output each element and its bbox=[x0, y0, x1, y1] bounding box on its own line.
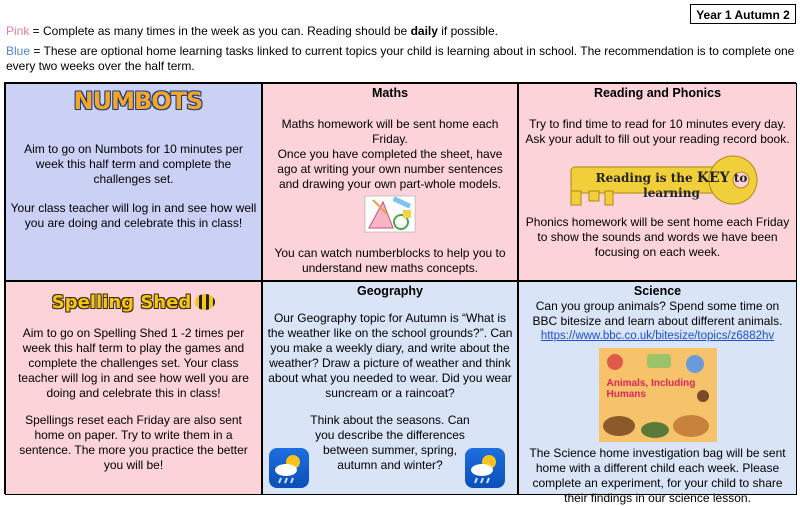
reading-paragraph-1: Try to find time to read for 10 minutes every day. Ask your adult to fill out your reading record book. bbox=[525, 117, 790, 146]
science-cell bbox=[518, 281, 797, 505]
blue-key-text bbox=[6, 44, 796, 74]
blue-description: = These are optional home learning tasks linked to current topics your child is learning about in school. The recommendation is to complete one every two weeks over the half term. bbox=[6, 44, 795, 73]
geography-paragraph-2: Think about the seasons. Can you describe the differences between summer, spring, autumn and winter? bbox=[310, 413, 470, 472]
year-badge: Year 1 Autumn 2 bbox=[690, 4, 796, 24]
maths-paragraph-1: Maths homework will be sent home each Friday. bbox=[281, 117, 499, 146]
reading-key-picture bbox=[553, 153, 763, 209]
animals-picture-title: Animals, Including Humans bbox=[606, 378, 696, 400]
key-slogan-c: to learning bbox=[643, 171, 748, 200]
animals-picture bbox=[599, 348, 717, 442]
spelling-shed-logo bbox=[44, 290, 224, 314]
maths-tools-icon bbox=[363, 192, 417, 236]
maths-paragraph-3: You can watch numberblocks to help you to understand new maths concepts. bbox=[274, 246, 506, 275]
reading-cell bbox=[518, 83, 797, 281]
geography-paragraph-1: Our Geography topic for Autumn is “What is the weather like on the school grounds?”. Can you make a weekly diary, and write about the weather? Draw a picture of weather and think about what you needed to wear. Did you wear suncream or a raincoat? bbox=[267, 311, 513, 400]
spelling-cell bbox=[5, 281, 262, 495]
spelling-paragraph-2: Spellings reset each Friday are also sent home on paper. Try to write them in a sentence. The more you practice the better you will be! bbox=[19, 413, 248, 472]
weather-app-icon-right bbox=[465, 448, 505, 488]
pink-description-end: if possible. bbox=[437, 24, 498, 38]
blue-label: Blue bbox=[6, 44, 31, 58]
key-slogan-b: KEY bbox=[696, 170, 730, 186]
reading-title: Reading and Phonics bbox=[593, 86, 722, 100]
science-title: Science bbox=[633, 284, 682, 298]
maths-tools-picture bbox=[363, 192, 417, 236]
science-paragraph-2: The Science home investigation bag will be sent home with a different child each week. Please complete an experiment, for your child to share their findings in our science lesson. bbox=[529, 446, 786, 505]
key-slogan bbox=[581, 171, 763, 201]
spelling-shed-logo-text: Spelling Shed bbox=[51, 291, 192, 313]
geography-title: Geography bbox=[357, 284, 423, 298]
weather-icon bbox=[465, 448, 505, 488]
maths-cell bbox=[262, 83, 518, 281]
spelling-paragraph-1: Aim to go on Spelling Shed 1 -2 times per week this half term to play the games and complete the challenges set. Your class teacher will log in and see how well you are doing and celebrate this in class! bbox=[18, 326, 249, 400]
homework-grid bbox=[4, 82, 796, 505]
bbc-bitesize-link[interactable]: https://www.bbc.co.uk/bitesize/topics/z6882hv bbox=[540, 330, 775, 342]
numbots-paragraph-2: Your class teacher will log in and see how well you are doing and celebrate this in class! bbox=[10, 201, 257, 230]
pink-description: = Complete as many times in the week as you can. Reading should be bbox=[29, 24, 411, 38]
reading-paragraph-2: Phonics homework will be sent home each Friday to show the sounds and words we have been focusing on each week. bbox=[525, 215, 790, 259]
science-paragraph-1: Can you group animals? Spend some time on BBC bitesize and learn about different animals. bbox=[532, 299, 783, 328]
weather-icon bbox=[269, 448, 309, 488]
key-slogan-a: Reading is the bbox=[595, 171, 697, 185]
maths-paragraph-2: Once you have completed the sheet, have ago at writing your own number sentences and drawing your own part-whole models. bbox=[277, 147, 503, 191]
maths-title: Maths bbox=[371, 86, 409, 100]
pink-key-text bbox=[6, 24, 686, 39]
bee-icon bbox=[195, 294, 215, 310]
numbots-paragraph-1: Aim to go on Numbots for 10 minutes per week this half term and complete the challenges set. bbox=[24, 142, 243, 186]
pink-daily: daily bbox=[410, 24, 438, 38]
numbots-cell bbox=[5, 83, 262, 281]
geography-cell bbox=[262, 281, 518, 495]
pink-label: Pink bbox=[6, 24, 30, 38]
numbots-logo: NUMBOTS bbox=[73, 87, 203, 115]
weather-app-icon-left bbox=[269, 448, 309, 488]
